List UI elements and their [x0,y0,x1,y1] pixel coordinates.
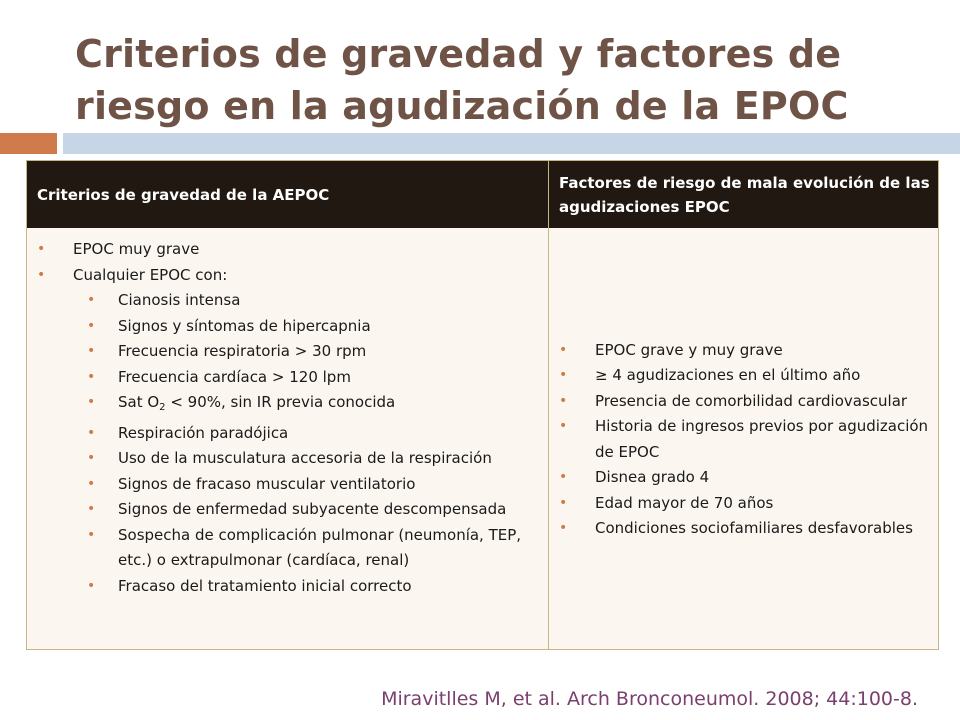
slide-title: Criterios de gravedad y factores de riesgo en la agudización de la EPOC [75,32,849,128]
list-item: • Condiciones sociofamiliares desfavorables [559,516,930,542]
header-severity-criteria: Criterios de gravedad de la AEPOC [37,185,330,204]
list-item-sat-o2 [37,390,538,421]
list-item: • Respiración paradójica [37,421,538,447]
list-item: • Fracaso del tratamiento inicial correcto [37,574,538,600]
list-item: • Cualquier EPOC con: [37,263,538,289]
criteria-table [26,160,939,650]
list-item: • Edad mayor de 70 años [559,491,930,517]
list-item: • Signos de fracaso muscular ventilatorio [37,472,538,498]
citation: Miravitlles M, et al. Arch Bronconeumol. 2008; 44:100-8. [381,688,918,710]
list-item: • Frecuencia respiratoria > 30 rpm [37,339,538,365]
table-header [27,161,938,228]
list-item: • Uso de la musculatura accesoria de la respiración [37,446,538,472]
list-item: • Signos de enfermedad subyacente descompensada [37,497,538,523]
list-item: • Frecuencia cardíaca > 120 lpm [37,365,538,391]
header-risk-factors: Factores de riesgo de mala evolución de las agudizaciones EPOC [559,173,930,216]
list-item: • Disnea grado 4 [559,465,930,491]
list-item: • ≥ 4 agudizaciones en el último año [559,363,930,389]
list-item: • EPOC muy grave [37,237,538,263]
list-item: • Cianosis intensa [37,288,538,314]
severity-criteria-cell [27,228,548,599]
list-item: • EPOC grave y muy grave [559,338,930,364]
sat-rest: < 90%, sin IR previa conocida [165,393,396,411]
sat-label: Sat O [118,393,160,411]
accent-bar-blue [63,133,960,154]
list-item: • Presencia de comorbilidad cardiovascular [559,389,930,415]
accent-bar-orange [0,133,57,154]
list-item: • Sospecha de complicación pulmonar (neumonía, TEP, etc.) o extrapulmonar (cardíaca, renal) [37,523,538,574]
sat-subscript: 2 [159,402,166,413]
risk-factors-cell [549,228,940,651]
list-item: • Historia de ingresos previos por agudización de EPOC [559,414,930,465]
list-item: • Signos y síntomas de hipercapnia [37,314,538,340]
